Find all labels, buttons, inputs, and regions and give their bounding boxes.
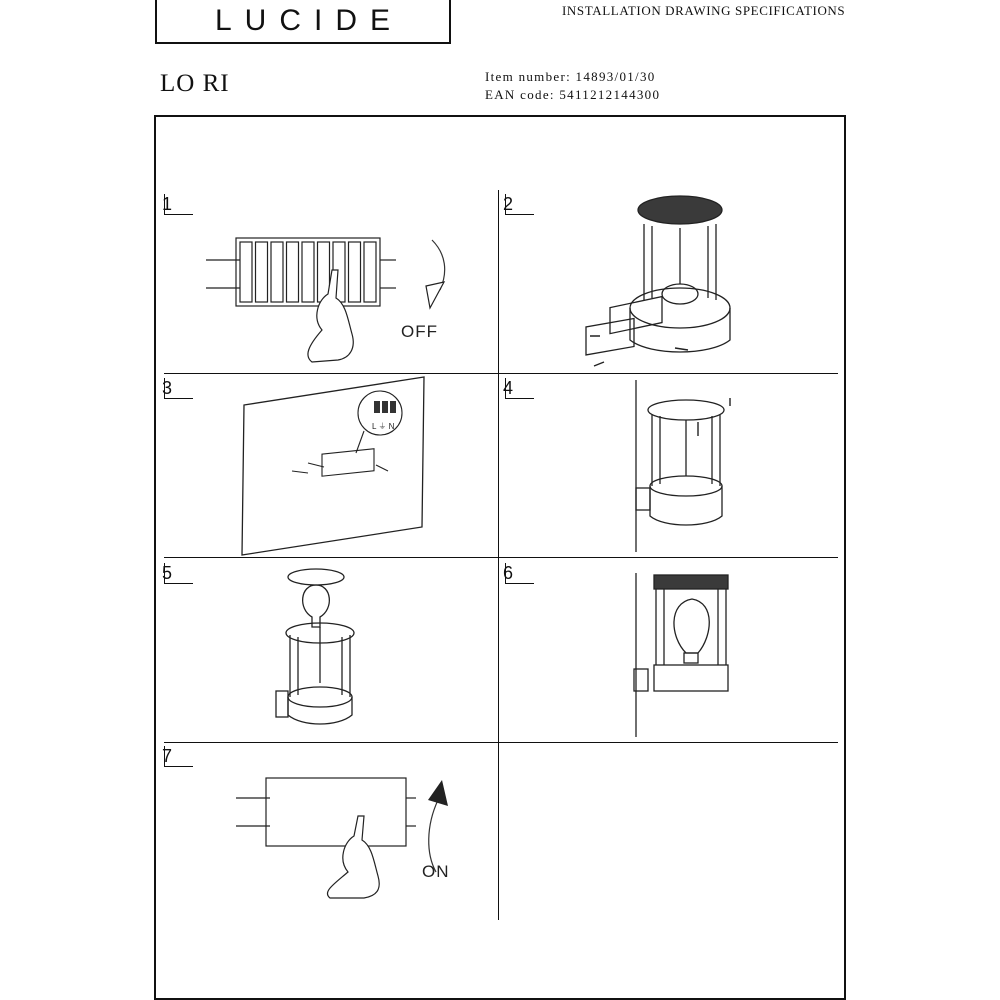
step-6-number: 6 (505, 563, 534, 584)
step-1-number: 1 (164, 194, 193, 215)
step-2-number: 2 (505, 194, 534, 215)
brand-logo (155, 0, 451, 44)
lamp-bulb-cap-illustration (270, 565, 390, 740)
lamp-connection-box-illustration (580, 190, 780, 370)
breaker-panel-on-illustration (230, 776, 490, 906)
column-divider (498, 190, 499, 920)
lamp-mounted-illustration (620, 376, 780, 556)
lamp-assembled-illustration (620, 565, 760, 740)
breaker-module (271, 242, 283, 302)
breaker-module (302, 242, 314, 302)
step-5-number: 5 (164, 563, 193, 584)
row-divider (164, 373, 499, 374)
item-number: Item number: 14893/01/30 (485, 69, 656, 84)
breaker-module (287, 242, 299, 302)
step-4-number: 4 (505, 378, 534, 399)
row-divider (164, 742, 499, 743)
step-3-number: 3 (164, 378, 193, 399)
document-title: INSTALLATION DRAWING SPECIFICATIONS (562, 3, 846, 18)
breaker-module (240, 242, 252, 302)
row-divider (498, 742, 838, 743)
step-7-on-label: ON (422, 862, 450, 881)
row-divider (498, 373, 838, 374)
breaker-module (256, 242, 268, 302)
step-7-number: 7 (164, 746, 193, 767)
brand-logo-text: LUCIDE (214, 4, 404, 37)
step-1-off-label: OFF (401, 322, 438, 341)
row-divider (164, 557, 499, 558)
breaker-module (364, 242, 376, 302)
wall-mounting-illustration (238, 375, 438, 557)
terminal-letters: L ⏚ N (372, 422, 395, 431)
breaker-module (349, 242, 361, 302)
ean-code: EAN code: 5411212144300 (485, 87, 661, 102)
breaker-panel-off-illustration (200, 230, 460, 370)
row-divider (498, 557, 838, 558)
product-name: LO RI (160, 70, 230, 97)
